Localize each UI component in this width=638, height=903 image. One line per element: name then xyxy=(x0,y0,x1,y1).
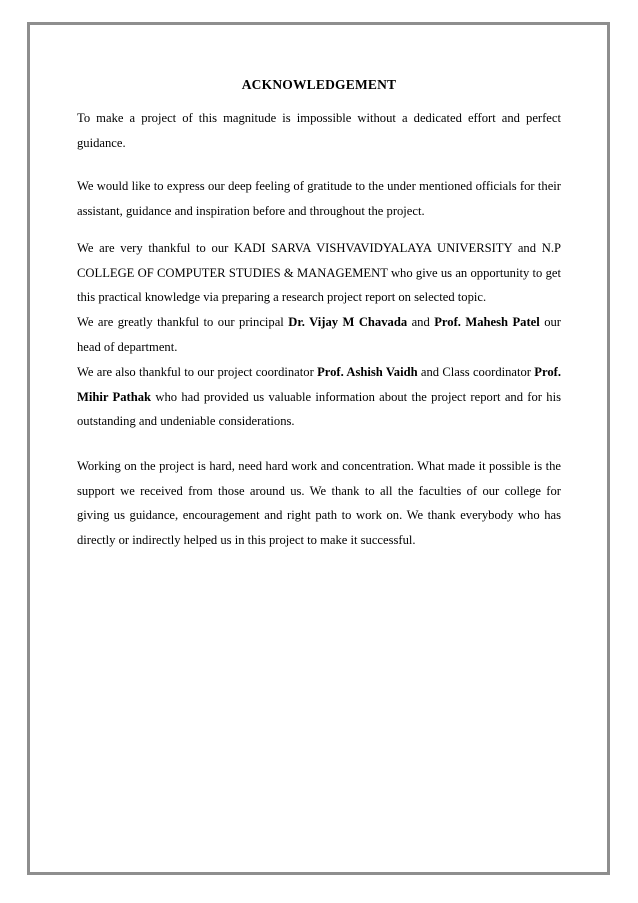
paragraph-closing: Working on the project is hard, need hard work and concentration. What made it possible is the support we received from those around us. We thank to all the faculties of our college for giving us guidance, encouragement and right path to work on. We thank everybody who has directly or indirectly helped us in this project to make it successful. xyxy=(77,459,561,547)
paragraph-university: We are very thankful to our KADI SARVA VISHVAVIDYALAYA UNIVERSITY and N.P COLLEGE OF COMPUTER STUDIES & MANAGEMENT who give us an opportunity to get this practical knowledge via preparing a research project report on selected topic. xyxy=(77,241,561,304)
paragraph-text: who had provided us valuable information about the project report and for his outstanding and undeniable considerations. xyxy=(77,389,561,428)
paragraph-text: and Class coordinator xyxy=(417,365,535,379)
hod-name: Prof. Mahesh Patel xyxy=(434,315,540,329)
paragraph-gratitude: We would like to express our deep feeling of gratitude to the under mentioned officials for their assistant, guidance and inspiration before and throughout the project. xyxy=(77,179,561,218)
paragraph-text: We are greatly thankful to our principal xyxy=(77,315,289,329)
paragraph-coordinators xyxy=(77,360,561,434)
paragraph-text: We are also thankful to our project coordinator xyxy=(77,365,318,379)
paragraph-principal xyxy=(77,310,561,359)
project-coordinator-name: Prof. Ashish Vaidh xyxy=(317,365,418,379)
paragraph-text: our head of department. xyxy=(77,315,561,354)
paragraph-text: and xyxy=(407,315,435,329)
class-coordinator-name: Prof. Mihir Pathak xyxy=(77,365,561,404)
page-title: ACKNOWLEDGEMENT xyxy=(241,77,397,92)
principal-name: Dr. Vijay M Chavada xyxy=(288,315,408,329)
paragraph-intro: To make a project of this magnitude is impossible without a dedicated effort and perfect guidance. xyxy=(77,111,561,150)
